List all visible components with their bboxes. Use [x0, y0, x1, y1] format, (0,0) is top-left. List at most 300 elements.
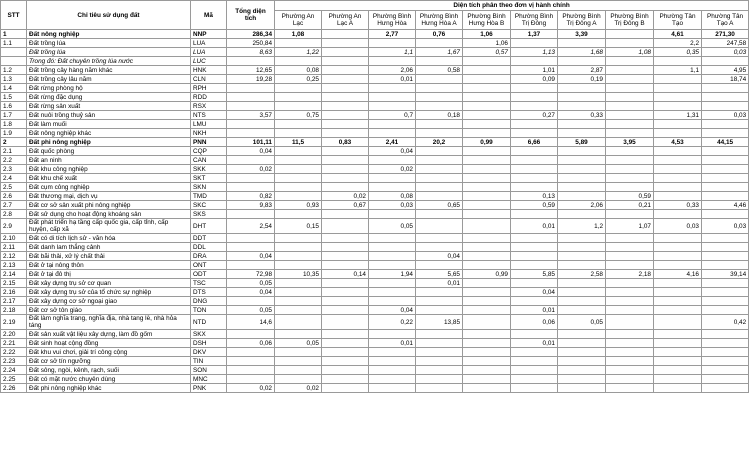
cell-total: 101,11: [227, 138, 275, 147]
cell-indicator: Đất quốc phòng: [27, 147, 191, 156]
cell-code: DHT: [191, 219, 227, 234]
cell-ward-value: [463, 102, 511, 111]
table-row: [1, 306, 749, 315]
cell-stt: 2.8: [1, 210, 27, 219]
cell-ward-value: [606, 75, 654, 84]
table-row: [1, 252, 749, 261]
cell-ward-value: [275, 243, 322, 252]
cell-ward-value: 0,21: [606, 201, 654, 210]
cell-ward-value: 0,03: [369, 201, 416, 210]
cell-total: 0,04: [227, 252, 275, 261]
cell-ward-value: [369, 84, 416, 93]
cell-ward-value: [654, 129, 702, 138]
cell-ward-value: [322, 243, 369, 252]
cell-indicator: Đất nông nghiệp khác: [27, 129, 191, 138]
cell-total: 2,54: [227, 219, 275, 234]
cell-ward-value: [275, 120, 322, 129]
cell-indicator: Đất sử dụng cho hoạt động khoáng sản: [27, 210, 191, 219]
cell-ward-value: 5,65: [416, 270, 463, 279]
cell-stt: 2.26: [1, 384, 27, 393]
cell-ward-value: [275, 192, 322, 201]
cell-ward-value: [654, 366, 702, 375]
cell-ward-value: 0,59: [511, 201, 558, 210]
cell-ward-value: [558, 156, 606, 165]
cell-ward-value: [416, 297, 463, 306]
cell-ward-value: [511, 375, 558, 384]
cell-ward-value: [369, 102, 416, 111]
cell-ward-value: [463, 234, 511, 243]
cell-ward-value: [369, 183, 416, 192]
cell-ward-value: 6,66: [511, 138, 558, 147]
cell-ward-value: [558, 192, 606, 201]
cell-ward-value: [322, 234, 369, 243]
table-row: [1, 183, 749, 192]
cell-stt: 2.16: [1, 288, 27, 297]
cell-ward-value: [369, 243, 416, 252]
cell-total: 72,98: [227, 270, 275, 279]
cell-indicator: Đất an ninh: [27, 156, 191, 165]
cell-ward-value: [322, 147, 369, 156]
cell-ward-value: [463, 192, 511, 201]
cell-ward-value: 4,61: [654, 30, 702, 39]
cell-total: [227, 348, 275, 357]
cell-ward-value: [416, 357, 463, 366]
cell-ward-value: [654, 357, 702, 366]
cell-ward-value: [702, 57, 749, 66]
cell-indicator: Đất xây dựng cơ sở ngoại giao: [27, 297, 191, 306]
cell-indicator: Đất rừng sản xuất: [27, 102, 191, 111]
cell-total: 19,28: [227, 75, 275, 84]
cell-ward-value: [702, 129, 749, 138]
table-row: [1, 129, 749, 138]
cell-indicator: Đất ở tại đô thị: [27, 270, 191, 279]
cell-stt: 2.17: [1, 297, 27, 306]
cell-ward-value: [654, 375, 702, 384]
cell-ward-value: 0,42: [702, 315, 749, 330]
cell-ward-value: [654, 156, 702, 165]
cell-total: [227, 129, 275, 138]
cell-ward-value: [463, 348, 511, 357]
cell-ward-value: [463, 243, 511, 252]
cell-ward-value: [606, 129, 654, 138]
cell-ward-value: [322, 84, 369, 93]
cell-ward-value: [416, 348, 463, 357]
cell-ward-value: [702, 93, 749, 102]
cell-ward-value: [322, 111, 369, 120]
cell-ward-value: [606, 147, 654, 156]
table-row: [1, 138, 749, 147]
cell-ward-value: [606, 261, 654, 270]
cell-ward-value: [275, 183, 322, 192]
cell-code: MNC: [191, 375, 227, 384]
table-row: [1, 111, 749, 120]
cell-ward-value: [511, 297, 558, 306]
cell-ward-value: [369, 129, 416, 138]
cell-ward-value: [322, 48, 369, 57]
cell-code: PNK: [191, 384, 227, 393]
header-code: Mã: [191, 1, 227, 30]
cell-ward-value: [511, 366, 558, 375]
cell-stt: 2.3: [1, 165, 27, 174]
cell-ward-value: [606, 366, 654, 375]
cell-total: [227, 297, 275, 306]
cell-indicator: Đất có mặt nước chuyên dùng: [27, 375, 191, 384]
cell-ward-value: [322, 219, 369, 234]
cell-ward-value: [702, 183, 749, 192]
cell-ward-value: [606, 111, 654, 120]
cell-stt: 1.3: [1, 75, 27, 84]
cell-indicator: Đất rừng đặc dụng: [27, 93, 191, 102]
cell-ward-value: 0,02: [369, 165, 416, 174]
table-row: [1, 348, 749, 357]
cell-ward-value: [702, 306, 749, 315]
cell-code: RPH: [191, 84, 227, 93]
table-row: [1, 192, 749, 201]
cell-ward-value: [558, 234, 606, 243]
table-row: [1, 366, 749, 375]
cell-code: TSC: [191, 279, 227, 288]
cell-ward-value: 0,03: [702, 48, 749, 57]
cell-ward-value: [558, 348, 606, 357]
cell-ward-value: 18,74: [702, 75, 749, 84]
cell-ward-value: 3,39: [558, 30, 606, 39]
cell-ward-value: [416, 234, 463, 243]
header-group: Diện tích phân theo đơn vị hành chính: [275, 1, 749, 11]
cell-ward-value: [322, 339, 369, 348]
cell-ward-value: [369, 384, 416, 393]
cell-ward-value: [369, 57, 416, 66]
cell-stt: 1.9: [1, 129, 27, 138]
cell-ward-value: [511, 348, 558, 357]
cell-ward-value: [369, 366, 416, 375]
cell-ward-value: [702, 330, 749, 339]
table-row: [1, 201, 749, 210]
cell-ward-value: [558, 339, 606, 348]
cell-indicator: Đất xây dựng trụ sở cơ quan: [27, 279, 191, 288]
cell-code: RDD: [191, 93, 227, 102]
cell-ward-value: [322, 288, 369, 297]
cell-stt: 2.21: [1, 339, 27, 348]
cell-code: DKV: [191, 348, 227, 357]
cell-ward-value: [275, 252, 322, 261]
table-row: [1, 120, 749, 129]
cell-code: LUA: [191, 48, 227, 57]
cell-ward-value: [416, 120, 463, 129]
cell-ward-value: [654, 348, 702, 357]
cell-ward-value: [463, 219, 511, 234]
cell-ward-value: 0,22: [369, 315, 416, 330]
cell-ward-value: 4,53: [654, 138, 702, 147]
cell-indicator: Đất trồng cây hàng năm khác: [27, 66, 191, 75]
cell-ward-value: 0,04: [511, 288, 558, 297]
cell-ward-value: [369, 297, 416, 306]
cell-code: DSH: [191, 339, 227, 348]
cell-ward-value: 10,35: [275, 270, 322, 279]
cell-total: [227, 93, 275, 102]
cell-ward-value: 2,06: [369, 66, 416, 75]
cell-stt: 2.5: [1, 183, 27, 192]
cell-ward-value: [511, 165, 558, 174]
cell-ward-value: [416, 84, 463, 93]
cell-ward-value: [416, 156, 463, 165]
cell-ward-value: [654, 297, 702, 306]
cell-ward-value: [511, 252, 558, 261]
cell-ward-value: [463, 93, 511, 102]
cell-ward-value: 0,04: [369, 147, 416, 156]
cell-ward-value: 0,03: [702, 219, 749, 234]
cell-code: NKH: [191, 129, 227, 138]
cell-ward-value: 1,94: [369, 270, 416, 279]
cell-ward-value: [511, 120, 558, 129]
cell-ward-value: [416, 57, 463, 66]
cell-ward-value: [416, 102, 463, 111]
cell-code: CQP: [191, 147, 227, 156]
cell-stt: 2.10: [1, 234, 27, 243]
cell-ward-value: [654, 183, 702, 192]
cell-ward-value: 0,99: [463, 138, 511, 147]
cell-ward-value: [275, 315, 322, 330]
cell-total: 3,57: [227, 111, 275, 120]
cell-stt: [1, 48, 27, 57]
cell-total: 0,04: [227, 288, 275, 297]
cell-ward-value: [511, 156, 558, 165]
cell-code: DTS: [191, 288, 227, 297]
cell-total: [227, 84, 275, 93]
cell-total: 0,06: [227, 339, 275, 348]
cell-ward-value: [322, 297, 369, 306]
cell-ward-value: [369, 156, 416, 165]
cell-ward-value: [275, 357, 322, 366]
cell-ward-value: 0,05: [558, 315, 606, 330]
cell-ward-value: [606, 306, 654, 315]
cell-total: 0,02: [227, 384, 275, 393]
table-row: [1, 30, 749, 39]
cell-ward-value: 2,87: [558, 66, 606, 75]
cell-ward-value: [511, 279, 558, 288]
cell-code: PNN: [191, 138, 227, 147]
cell-ward-value: [511, 102, 558, 111]
cell-ward-value: [606, 165, 654, 174]
cell-total: [227, 174, 275, 183]
cell-ward-value: 0,08: [369, 192, 416, 201]
cell-code: DDT: [191, 234, 227, 243]
cell-ward-value: [558, 384, 606, 393]
cell-ward-value: [416, 192, 463, 201]
cell-indicator: Đất khu chế xuất: [27, 174, 191, 183]
cell-stt: 2.22: [1, 348, 27, 357]
cell-code: ODT: [191, 270, 227, 279]
cell-ward-value: 0,19: [558, 75, 606, 84]
cell-ward-value: [463, 57, 511, 66]
cell-ward-value: [606, 384, 654, 393]
cell-ward-value: [463, 315, 511, 330]
cell-ward-value: 1,2: [558, 219, 606, 234]
cell-ward-value: [275, 279, 322, 288]
cell-ward-value: 0,75: [275, 111, 322, 120]
cell-total: [227, 261, 275, 270]
cell-ward-value: 1,37: [511, 30, 558, 39]
header-indicator: Chỉ tiêu sử dụng đất: [27, 1, 191, 30]
cell-ward-value: 2,58: [558, 270, 606, 279]
cell-ward-value: [558, 288, 606, 297]
cell-ward-value: 1,01: [511, 66, 558, 75]
cell-ward-value: [606, 279, 654, 288]
cell-total: [227, 57, 275, 66]
cell-ward-value: [369, 120, 416, 129]
cell-ward-value: [606, 348, 654, 357]
cell-indicator: Trong đó: Đất chuyên trồng lúa nước: [27, 57, 191, 66]
cell-ward-value: 1,13: [511, 48, 558, 57]
cell-ward-value: [702, 384, 749, 393]
cell-ward-value: [322, 375, 369, 384]
cell-stt: 2.14: [1, 270, 27, 279]
cell-ward-value: [275, 39, 322, 48]
cell-ward-value: [463, 375, 511, 384]
header-ward: Phường Bình Trị Đông A: [558, 11, 606, 30]
cell-ward-value: [702, 279, 749, 288]
cell-ward-value: [654, 120, 702, 129]
cell-ward-value: 0,01: [511, 219, 558, 234]
header-ward: Phường An Lạc A: [322, 11, 369, 30]
cell-stt: 2.23: [1, 357, 27, 366]
table-row: [1, 339, 749, 348]
cell-ward-value: [702, 102, 749, 111]
cell-ward-value: [322, 183, 369, 192]
cell-ward-value: [702, 165, 749, 174]
cell-ward-value: [702, 120, 749, 129]
cell-indicator: Đất làm nghĩa trang, nghĩa địa, nhà tang lễ, nhà hỏa táng: [27, 315, 191, 330]
cell-total: [227, 243, 275, 252]
cell-ward-value: [416, 210, 463, 219]
cell-ward-value: [275, 57, 322, 66]
cell-indicator: Đất cụm công nghiệp: [27, 183, 191, 192]
cell-ward-value: [463, 279, 511, 288]
cell-ward-value: [416, 384, 463, 393]
cell-ward-value: [463, 120, 511, 129]
cell-ward-value: [416, 183, 463, 192]
cell-ward-value: [369, 357, 416, 366]
cell-ward-value: 0,03: [702, 111, 749, 120]
cell-ward-value: [558, 183, 606, 192]
cell-ward-value: [369, 375, 416, 384]
cell-ward-value: 5,89: [558, 138, 606, 147]
cell-indicator: Đất bãi thải, xử lý chất thải: [27, 252, 191, 261]
cell-ward-value: [606, 252, 654, 261]
cell-ward-value: 0,06: [511, 315, 558, 330]
cell-stt: 2.19: [1, 315, 27, 330]
cell-ward-value: [511, 147, 558, 156]
cell-ward-value: 1,31: [654, 111, 702, 120]
cell-ward-value: 3,95: [606, 138, 654, 147]
cell-code: DRA: [191, 252, 227, 261]
cell-ward-value: [322, 348, 369, 357]
table-row: [1, 375, 749, 384]
cell-ward-value: [322, 165, 369, 174]
cell-ward-value: 0,67: [322, 201, 369, 210]
cell-ward-value: 0,15: [275, 219, 322, 234]
cell-ward-value: [606, 183, 654, 192]
cell-ward-value: [606, 288, 654, 297]
table-row: [1, 234, 749, 243]
table-row: [1, 279, 749, 288]
cell-ward-value: [606, 39, 654, 48]
cell-stt: 2.25: [1, 375, 27, 384]
cell-ward-value: [558, 330, 606, 339]
cell-ward-value: [416, 375, 463, 384]
cell-ward-value: [702, 297, 749, 306]
cell-ward-value: [322, 120, 369, 129]
cell-stt: 2.13: [1, 261, 27, 270]
table-row: [1, 210, 749, 219]
cell-indicator: Đất làm muối: [27, 120, 191, 129]
cell-ward-value: [558, 375, 606, 384]
cell-indicator: Đất phát triển hạ tầng cấp quốc gia, cấp tỉnh, cấp huyện, cấp xã: [27, 219, 191, 234]
cell-ward-value: [654, 384, 702, 393]
cell-indicator: Đất trồng cây lâu năm: [27, 75, 191, 84]
cell-ward-value: [322, 57, 369, 66]
cell-ward-value: [558, 84, 606, 93]
cell-ward-value: [511, 384, 558, 393]
cell-ward-value: [275, 234, 322, 243]
cell-ward-value: [654, 84, 702, 93]
cell-total: [227, 120, 275, 129]
cell-ward-value: [416, 366, 463, 375]
cell-ward-value: [275, 102, 322, 111]
cell-ward-value: [511, 39, 558, 48]
cell-ward-value: [463, 297, 511, 306]
cell-ward-value: [463, 306, 511, 315]
cell-ward-value: [322, 357, 369, 366]
cell-ward-value: 0,65: [416, 201, 463, 210]
cell-ward-value: [606, 120, 654, 129]
cell-ward-value: 0,14: [322, 270, 369, 279]
cell-ward-value: [654, 75, 702, 84]
cell-stt: 1.2: [1, 66, 27, 75]
cell-ward-value: [463, 330, 511, 339]
cell-ward-value: [511, 129, 558, 138]
cell-total: 0,04: [227, 147, 275, 156]
cell-ward-value: 1,08: [275, 30, 322, 39]
cell-ward-value: 0,58: [416, 66, 463, 75]
cell-indicator: Đất thương mại, dịch vụ: [27, 192, 191, 201]
header-total: Tổng diện tích: [227, 1, 275, 30]
cell-ward-value: [369, 288, 416, 297]
cell-ward-value: [416, 174, 463, 183]
table-row: [1, 243, 749, 252]
cell-stt: 2.11: [1, 243, 27, 252]
cell-ward-value: [322, 279, 369, 288]
cell-code: SKK: [191, 165, 227, 174]
cell-ward-value: 0,04: [369, 306, 416, 315]
cell-ward-value: 0,76: [416, 30, 463, 39]
header-stt: STT: [1, 1, 27, 30]
cell-indicator: Đất nuôi trồng thuỷ sản: [27, 111, 191, 120]
cell-ward-value: [275, 306, 322, 315]
cell-ward-value: [558, 210, 606, 219]
cell-ward-value: [654, 315, 702, 330]
cell-stt: 1.4: [1, 84, 27, 93]
cell-ward-value: [275, 93, 322, 102]
cell-total: 12,65: [227, 66, 275, 75]
cell-ward-value: 0,03: [654, 219, 702, 234]
cell-stt: 1.1: [1, 39, 27, 48]
cell-ward-value: 0,01: [511, 339, 558, 348]
cell-ward-value: [558, 120, 606, 129]
cell-stt: 2.18: [1, 306, 27, 315]
cell-ward-value: [511, 261, 558, 270]
cell-code: TON: [191, 306, 227, 315]
cell-ward-value: [606, 84, 654, 93]
